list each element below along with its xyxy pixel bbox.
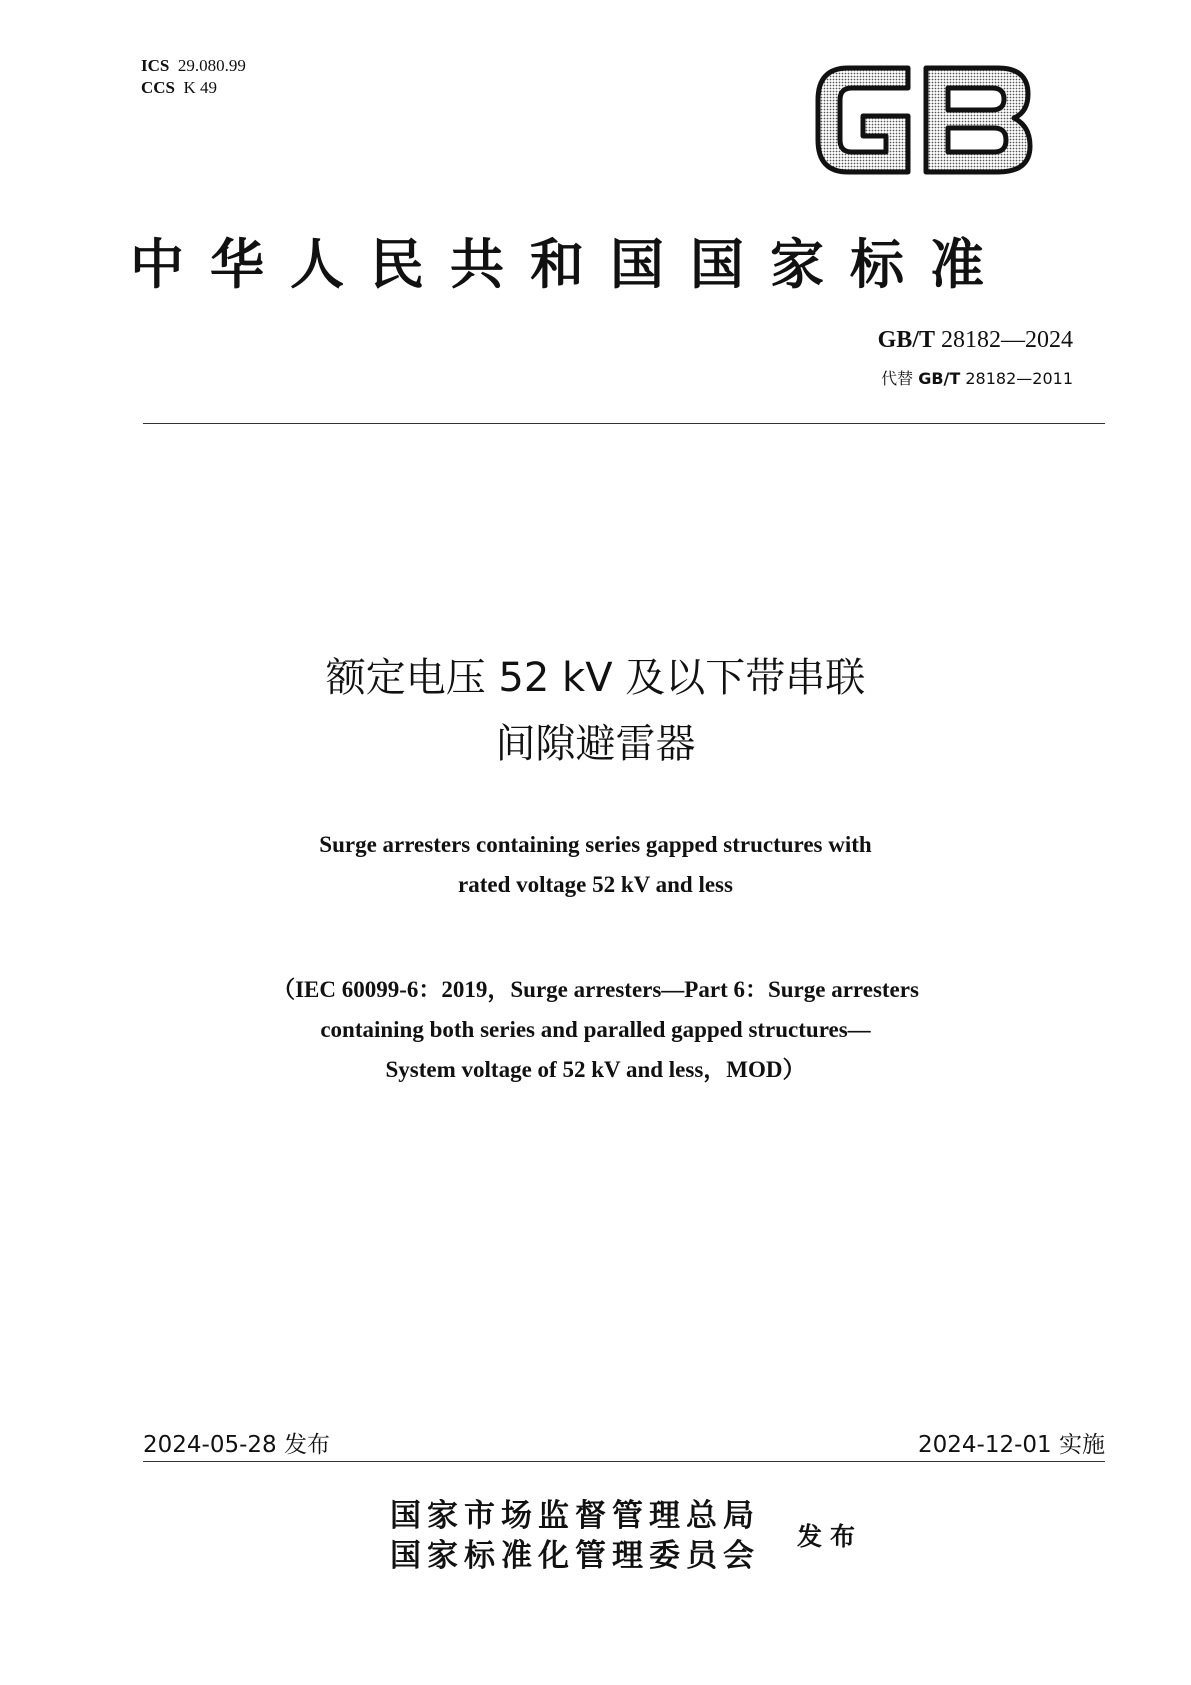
implementation-date: 2024-12-01 实施 <box>918 1432 1105 1458</box>
issuing-organizations <box>390 1496 760 1576</box>
english-title-line-2: rated voltage 52 kV and less <box>458 872 733 897</box>
ccs-code: CCS K 49 <box>141 78 218 97</box>
gb-logo <box>808 60 1038 180</box>
classification-codes <box>141 55 246 99</box>
publish-date: 2024-05-28 发布 <box>143 1432 330 1458</box>
english-title-line-1: Surge arresters containing series gapped structures with <box>319 832 872 857</box>
iec-reference <box>0 970 1191 1090</box>
footer-divider <box>143 1461 1105 1462</box>
iec-reference-line-2: containing both series and paralled gapped structures— <box>320 1017 871 1042</box>
issuer-samr: 国家市场监督管理总局 <box>390 1498 760 1534</box>
iec-reference-line-1: （IEC 60099-6：2019，Surge arresters—Part 6：Surge arresters <box>272 977 919 1002</box>
standard-number: GB/T 28182—2024 <box>877 327 1073 353</box>
chinese-title-line-1: 额定电压 52 kV 及以下带串联 <box>325 655 866 701</box>
national-standard-title: 中华人民共和国国家标准 <box>130 232 1010 296</box>
english-title <box>0 825 1191 905</box>
chinese-title <box>0 645 1191 777</box>
iec-reference-line-3: System voltage of 52 kV and less，MOD） <box>385 1057 806 1082</box>
issue-verb: 发布 <box>797 1522 864 1551</box>
replaced-standard: 代替 GB/T 28182—2011 <box>881 369 1073 388</box>
chinese-title-line-2: 间隙避雷器 <box>495 721 696 767</box>
ics-code: ICS 29.080.99 <box>141 56 246 75</box>
issuer-sac: 国家标准化管理委员会 <box>390 1538 760 1574</box>
header-divider <box>143 423 1105 424</box>
